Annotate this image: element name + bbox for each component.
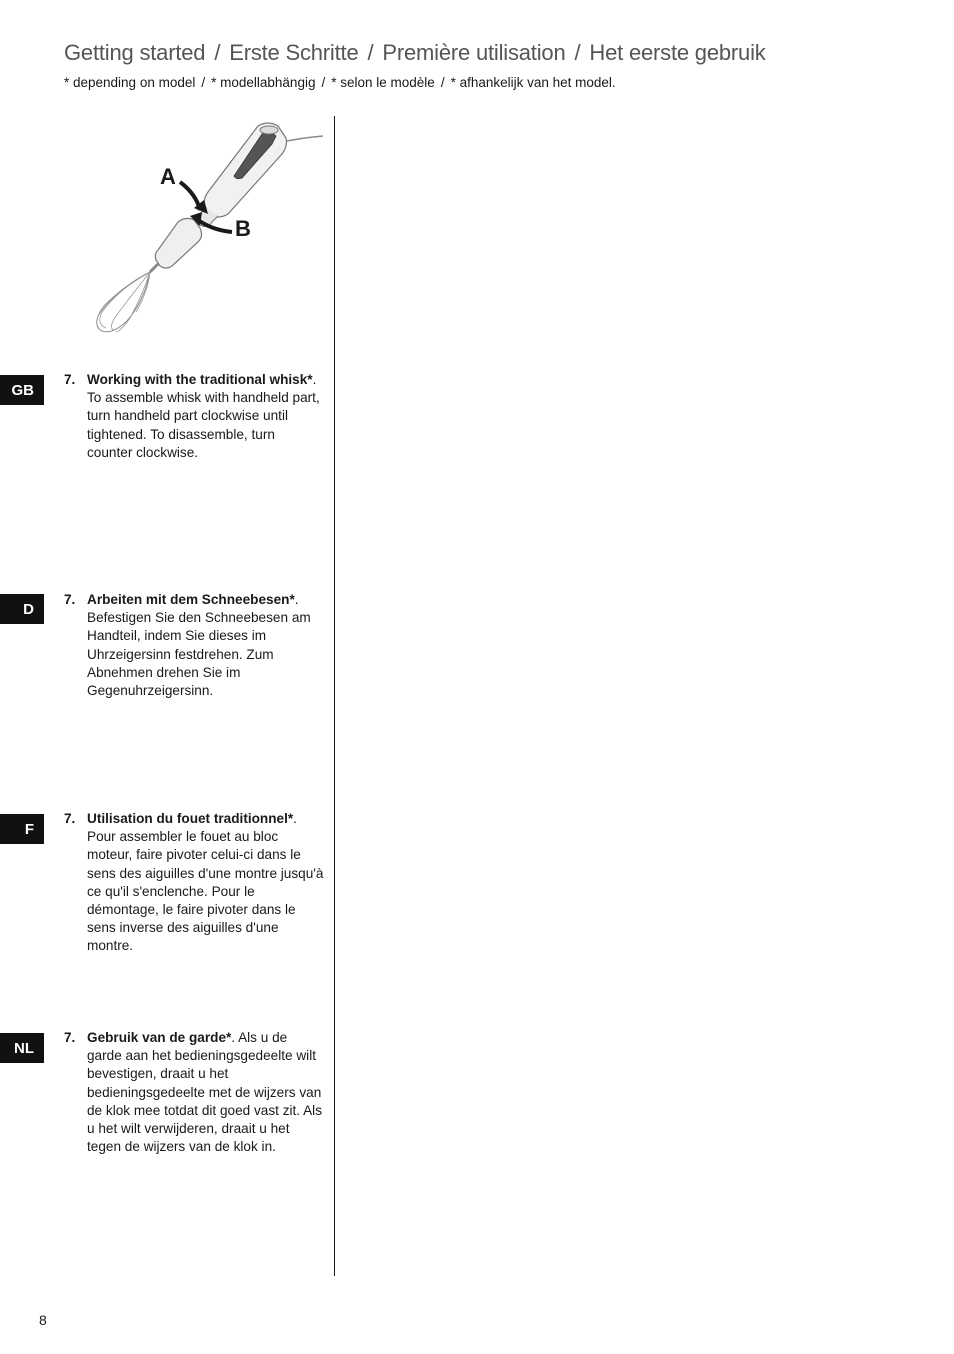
language-tab-d: D [0,594,44,624]
whisk-icon [97,218,202,332]
title-separator: / [214,40,221,65]
note-fr: * selon le modèle [331,75,435,90]
label-b: B [235,216,251,241]
step-number: 7. [64,1030,76,1045]
step-text: . Befestigen Sie den Schneebesen am Handteil, indem Sie dieses im Uhrzeigersinn festdrehen. Zum Abnehmen drehen Sie im Gegenuhrzeigersinn. [87,592,311,699]
step-text: . Als u de garde aan het bedieningsgedeelte wilt bevestigen, draait u het bedieningsgedeelte met de wijzers van de klok mee totdat dit goed vast zit. Als u het wilt verwijderen, draait u het tegen de wijzers van de klok in. [87,1030,322,1155]
note-de: * modellabhängig [211,75,316,90]
step-number: 7. [64,372,76,387]
step-number: 7. [64,592,76,607]
note-separator: / [440,75,445,90]
page-number: 8 [39,1312,47,1328]
step-heading: Utilisation du fouet traditionnel* [87,811,294,826]
page-title [64,40,766,66]
section-d [64,591,324,700]
title-en: Getting started [64,40,206,65]
cord-icon [282,136,323,142]
title-fr: Première utilisation [382,40,566,65]
note-en: * depending on model [64,75,196,90]
hand-blender-icon [196,123,287,227]
note-separator: / [321,75,326,90]
step-heading: Gebruik van de garde* [87,1030,232,1045]
section-gb [64,371,324,462]
step-text: . Pour assembler le fouet au bloc moteur, faire pivoter celui-ci dans le sens des aiguilles d'une montre jusqu'à ce qu'il s'enclenche. Pour le démontage, le faire pivoter dans le sens inverse des aiguilles d'une montre. [87,811,324,954]
title-separator: / [574,40,581,65]
step-heading: Working with the traditional whisk* [87,372,313,387]
language-tab-f: F [0,814,44,844]
whisk-assembly-illustration [86,116,326,344]
model-note [64,75,616,90]
language-tab-nl: NL [0,1033,44,1063]
step-text: . To assemble whisk with handheld part, turn handheld part clockwise until tightened. To disassemble, turn counter clockwise. [87,372,320,460]
note-nl: * afhankelijk van het model. [450,75,616,90]
step-heading: Arbeiten mit dem Schneebesen* [87,592,295,607]
title-de: Erste Schritte [229,40,359,65]
title-nl: Het eerste gebruik [589,40,766,65]
column-divider [334,116,335,1276]
label-a: A [160,164,176,189]
section-nl [64,1029,324,1156]
step-number: 7. [64,811,76,826]
section-f [64,810,324,956]
title-separator: / [367,40,374,65]
language-tab-gb: GB [0,375,44,405]
note-separator: / [201,75,206,90]
